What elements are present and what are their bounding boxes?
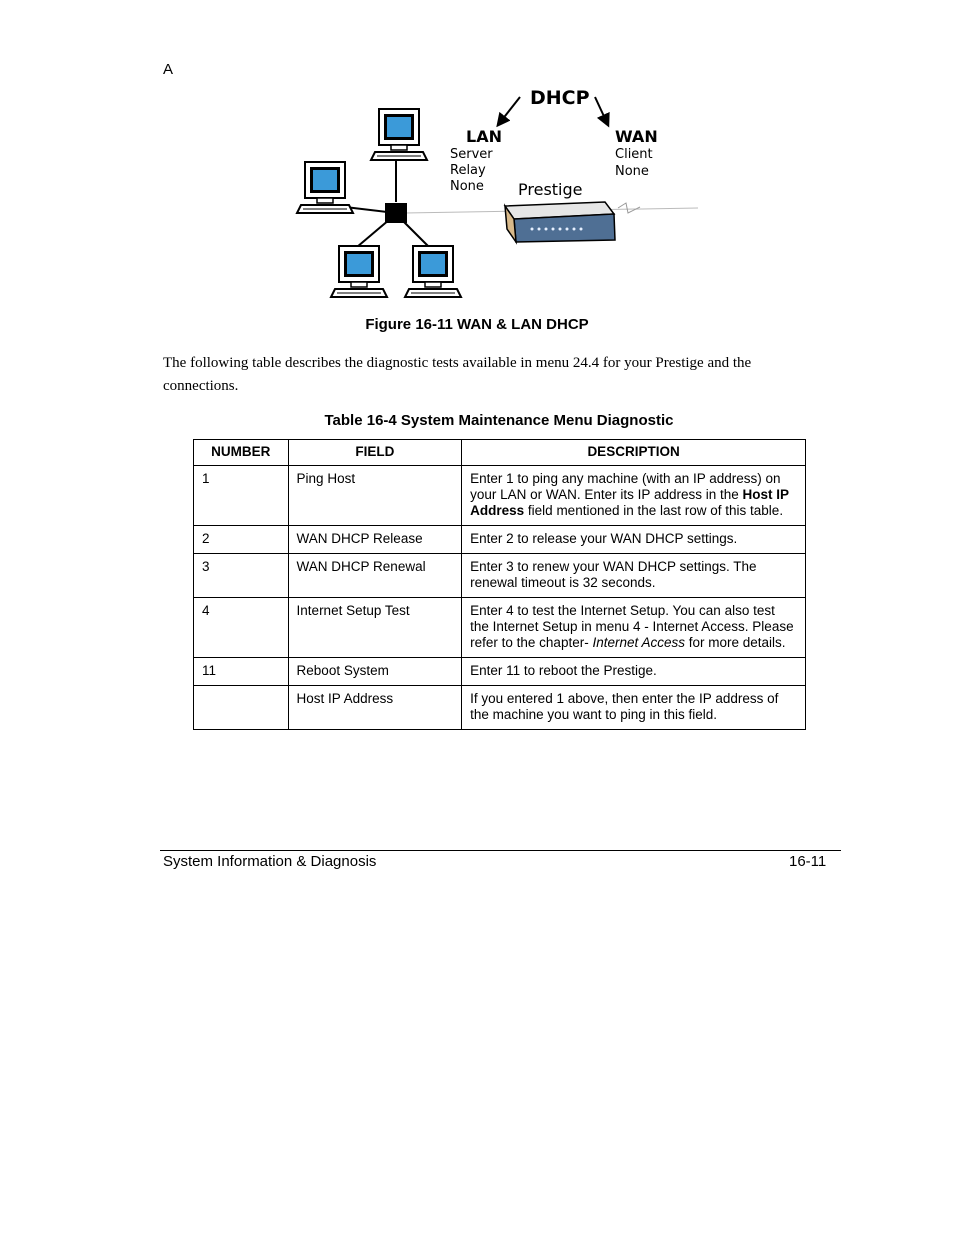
cell-number: 4 (194, 598, 289, 658)
computer-icon (371, 109, 427, 160)
footer-section-title: System Information & Diagnosis (163, 853, 377, 870)
diagnostic-table (193, 439, 806, 730)
intro-paragraph: The following table describes the diagnostic tests available in menu 24.4 for your Prestige and the connections. (163, 355, 752, 394)
column-header-number: NUMBER (194, 440, 289, 466)
dhcp-figure (295, 82, 705, 304)
cell-description: Enter 11 to reboot the Prestige. (462, 658, 806, 686)
wan-label: WAN (615, 127, 658, 146)
cell-number: 2 (194, 526, 289, 554)
cell-field: Host IP Address (288, 686, 462, 730)
table-row (194, 466, 806, 526)
table-row (194, 598, 806, 658)
table-row (194, 658, 806, 686)
computer-icon (405, 246, 461, 297)
table-row (194, 686, 806, 730)
dhcp-title: DHCP (530, 87, 590, 109)
dhcp-network-diagram (295, 82, 705, 304)
computer-icon (331, 246, 387, 297)
description-text: Enter 1 to ping any machine (with an IP address) on your LAN or WAN. Enter its IP address in the (470, 471, 781, 502)
lan-option: Relay (450, 163, 486, 178)
wan-option: Client (615, 147, 653, 162)
table-caption: Table 16-4 System Maintenance Menu Diagnostic (324, 412, 674, 429)
description-italic: Internet Access (592, 635, 685, 650)
cell-field: Ping Host (288, 466, 462, 526)
wan-option: None (615, 164, 649, 179)
cell-number: 3 (194, 554, 289, 598)
lan-label: LAN (466, 127, 502, 146)
cell-field: WAN DHCP Release (288, 526, 462, 554)
hub-icon (385, 203, 407, 223)
footer-page-number: 16-11 (789, 853, 827, 870)
table-row (194, 526, 806, 554)
table-row (194, 554, 806, 598)
lan-option: Server (450, 147, 493, 162)
cell-description: If you entered 1 above, then enter the IP address of the machine you want to ping in this field. (462, 686, 806, 730)
cell-description: Enter 2 to release your WAN DHCP settings. (462, 526, 806, 554)
computer-icon (297, 162, 353, 213)
table-header-row (194, 440, 806, 466)
cell-description (462, 598, 806, 658)
cell-description (462, 466, 806, 526)
description-bold: Host IP Address (470, 487, 789, 518)
description-text: Enter 4 to test the Internet Setup. You can also test the Internet Setup in menu 4 - Internet Access. Please refer to the chapter- (470, 603, 794, 650)
column-header-field: FIELD (288, 440, 462, 466)
cell-field: Reboot System (288, 658, 462, 686)
corner-letter: A (163, 61, 174, 78)
cell-number: 1 (194, 466, 289, 526)
description-text: for more details. (685, 635, 786, 650)
cell-field: WAN DHCP Renewal (288, 554, 462, 598)
cell-number (194, 686, 289, 730)
cell-number: 11 (194, 658, 289, 686)
description-text: field mentioned in the last row of this table. (524, 503, 784, 518)
prestige-label: Prestige (518, 180, 583, 199)
cell-description: Enter 3 to renew your WAN DHCP settings. The renewal timeout is 32 seconds. (462, 554, 806, 598)
prestige-router-icon (505, 202, 640, 242)
cell-field: Internet Setup Test (288, 598, 462, 658)
figure-caption: Figure 16-11 WAN & LAN DHCP (365, 316, 589, 333)
column-header-description: DESCRIPTION (462, 440, 806, 466)
lan-option: None (450, 179, 484, 194)
footer-divider (160, 850, 841, 851)
